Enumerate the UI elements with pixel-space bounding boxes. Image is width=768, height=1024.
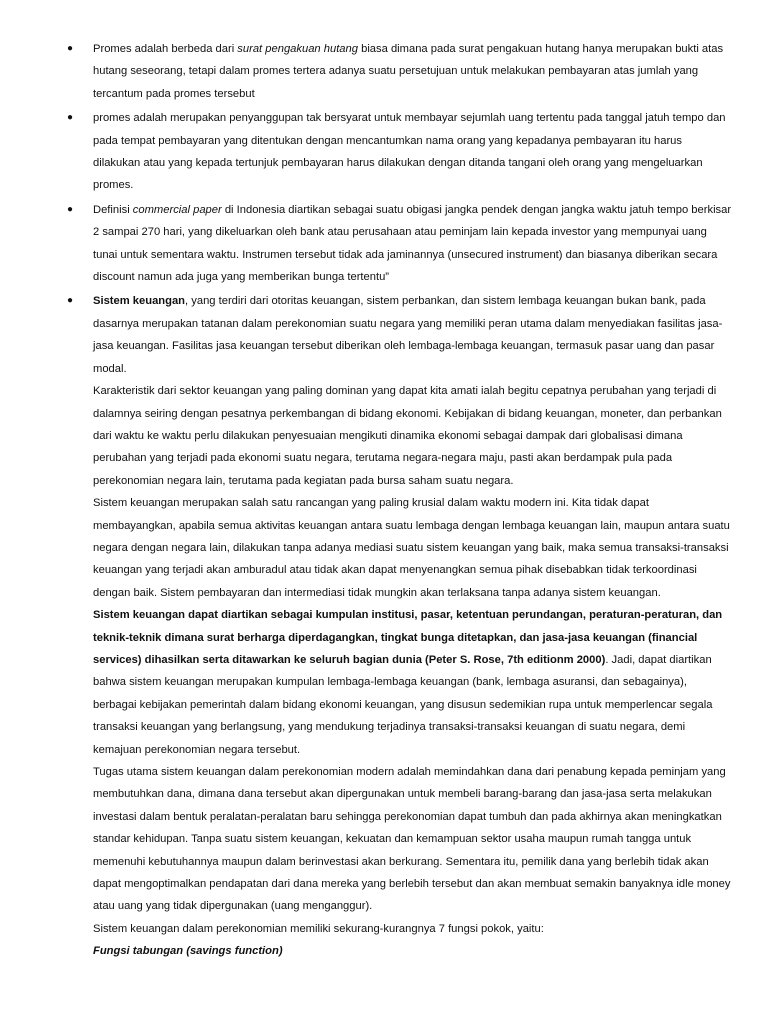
bullet-item-commercial-paper <box>0 199 768 289</box>
bullet-item-promes-definisi <box>0 107 768 197</box>
bullet-icon: ● <box>67 203 74 215</box>
heading-fungsi-tabungan <box>0 940 768 962</box>
bullet-icon: ● <box>67 43 74 54</box>
definition-bold-text: Sistem keuangan dapat diartikan sebagai kumpulan institusi, pasar, ketentuan perundangan, peraturan-peraturan, dan teknik-teknik dimana surat berharga diperdagangkan, tingkat bunga ditetapkan, dan jasa-jasa keuangan (financial services) dihasilkan serta ditawarkan ke seluruh bagian dunia (Peter S. Rose, 7th editionm 2000) <box>93 609 723 666</box>
bullet-item-sistem-keuangan <box>0 290 768 380</box>
paragraph-tugas: Tugas utama sistem keuangan dalam perekonomian modern adalah memindahkan dana dari penabung kepada peminjam yang membutuhkan dana, dimana dana tersebut akan dipergunakan untuk membeli barang-barang dan jasa-jasa serta melakukan investasi dalam bentuk peralatan-peralatan baru sehingga perekonomian dapat tumbuh dan pada akhirnya akan meningkatkan standar kehidupan. Tanpa suatu sistem keuangan, kekuatan dan kemampuan sektor usaha maupun rumah tangga untuk memenuhi kebutuhannya maupun dalam berinvestasi akan berkurang. Sementara itu, pemilik dana yang berlebih tidak akan dapat mengoptimalkan pendapatan dari dana mereka yang berlebih tersebut dan akan membuat semakin banyaknya idle money atau uang yang tidak dipergunakan (uang menganggur). <box>93 766 731 913</box>
bullet-text: di Indonesia diartikan sebagai suatu obigasi jangka pendek dengan jangka waktu jatuh tempo berkisar 2 sampai 270 hari, yang dikeluarkan oleh bank atau perusahaan atau peminjam lain kepada investor yang mempunyai uang tunai untuk sementara waktu. Instrumen tersebut tidak ada jaminannya (unsecured instrument) dan biasanya diberikan secara discount namun ada juga yang memberikan bunga tertentu” <box>93 203 732 284</box>
paragraph-karakteristik: Karakteristik dari sektor keuangan yang paling dominan yang dapat kita amati ialah begitu cepatnya perubahan yang terjadi di dalamnya seiring dengan pesatnya perkembangan di bidang ekonomi. Kebijakan di bidang keuangan, moneter, dan perbankan dari waktu ke waktu perlu dilakukan penyesuaian mengikuti dinamika ekonomi sebagai dampak dari globalisasi dimana perubahan yang terjadi pada ekonomi suatu negara, terutama negara-negara maju, pasti akan berdampak pula pada perekonomian negara lain, terutama pada kegiatan pada bursa saham suatu negara. <box>93 385 722 487</box>
fungsi-heading-text: Fungsi tabungan (savings function) <box>93 945 283 958</box>
bullet-icon: ● <box>67 295 74 307</box>
bullet-strong: Sistem keuangan <box>93 295 186 308</box>
bullet-emphasis: commercial paper <box>132 203 222 216</box>
bullet-text: , yang terdiri dari otoritas keuangan, sistem perbankan, dan sistem lembaga keuangan bukan bank, pada dasarnya merupakan tatanan dalam perekonomian suatu negara yang memiliki peran utama dalam menyediakan fasilitas jasa-jasa keuangan. Fasilitas jasa keuangan tersebut diberikan oleh lembaga-lembaga keuangan, termasuk pasar uang dan pasar modal. <box>93 295 723 375</box>
bullet-text: promes adalah merupakan penyanggupan tak bersyarat untuk membayar sejumlah uang tertentu pada tanggal jatuh tempo dan pada tempat pembayaran yang ditentukan dengan mencantumkan nama orang yang kepadanya pembayaran itu harus dilakukan atau yang kepada tertunjuk pembayaran harus dilakukan dengan ditanda tangani oleh orang yang mengeluarkan promes. <box>93 112 726 192</box>
paragraph-sistem-krusial: Sistem keuangan merupakan salah satu rancangan yang paling krusial dalam waktu modern ini. Kita tidak dapat membayangkan, apabila semua aktivitas keuangan antara suatu lembaga dengan lembaga keuangan lain, maupun antara suatu negara dengan negara lain, dilakukan tanpa adanya mediasi suatu sistem keuangan yang baik, maka semua transaksi-transaksi keuangan yang terjadi akan amburadul atau tidak akan dapat menyenangkan semua pihak disebabkan tidak terkoordinasi dengan baik. Sistem pembayaran dan intermediasi tidak mungkin akan terlaksana tanpa adanya sistem keuangan. <box>93 497 730 599</box>
bullet-emphasis: surat pengakuan hutang <box>237 43 358 55</box>
definition-rest-text: . Jadi, dapat diartikan bahwa sistem keuangan merupakan kumpulan lembaga-lembaga keuangan (bank, lembaga asuransi, dan sebagainya), berbagai kebijakan pemerintah dalam bidang ekonomi keuangan, yang disusun sedemikian rupa untuk memperlencar segala transaksi keuangan yang berlangsung, yang mendukung terjadinya transaksi-transaksi keuangan di suatu negara, demi kemajuan perekonomian negara tersebut. <box>93 653 713 756</box>
bullet-text: Definisi <box>93 203 133 216</box>
paragraph-definisi <box>0 604 768 761</box>
bullet-item-promes-beda <box>0 38 768 105</box>
bullet-icon: ● <box>67 112 74 124</box>
bullet-text: biasa dimana pada surat pengakuan hutang hanya merupakan bukti atas hutang seseorang, tetapi dalam promes tertera adanya suatu persetujuan untuk melakukan pembayaran atas jumlah yang tercantum pada promes tersebut <box>93 43 724 100</box>
bullet-text: Promes adalah berbeda dari <box>93 43 238 55</box>
paragraph-fungsi-intro: Sistem keuangan dalam perekonomian memiliki sekurang-kurangnya 7 fungsi pokok, yaitu: <box>93 922 544 935</box>
